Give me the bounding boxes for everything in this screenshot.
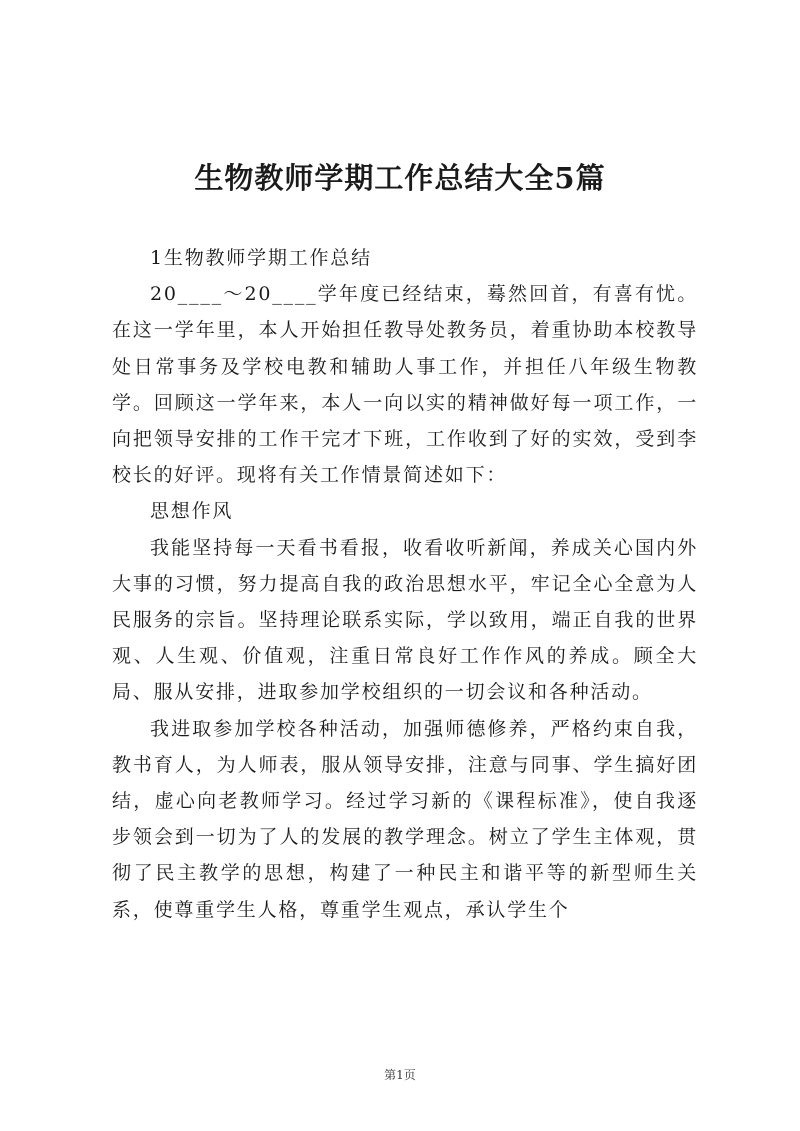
section-heading: 1生物教师学期工作总结	[150, 247, 372, 269]
paragraph: 我能坚持每一天看书看报，收看收听新闻，养成关心国内外大事的习惯，努力提高自我的政治思想水平，牢记全心全意为人民服务的宗旨。坚持理论联系实际，学以致用，端正自我的世界观、人生观、价值观，注重日常良好工作作风的养成。顾全大局、服从安排，进取参加学校组织的一切会议和各种活动。	[112, 536, 698, 704]
paragraph: 我进取参加学校各种活动，加强师德修养，严格约束自我，教书育人，为人师表，服从领导安排，注意与同事、学生搞好团结，虚心向老教师学习。经过学习新的《课程标准》，使自我逐步领会到一切为了人的发展的教学理念。树立了学生主体观，贯彻了民主教学的思想，构建了一种民主和谐平等的新型师生关系，使尊重学生人格，尊重学生观点，承认学生个	[112, 717, 698, 921]
document-body	[112, 240, 698, 928]
document-title: 生物教师学期工作总结大全5篇	[194, 161, 606, 195]
page-number: 第1页	[384, 1068, 416, 1082]
section-heading: 思想作风	[150, 500, 234, 523]
paragraph: 20____～20____学年度已经结束，蓦然回首，有喜有忧。在这一学年里，本人开始担任教导处教务员，着重协助本校教导处日常事务及学校电教和辅助人事工作，并担任八年级生物教学。回顾这一学年来，本人一向以实的精神做好每一项工作，一向把领导安排的工作干完才下班，工作收到了好的实效，受到李校长的好评。现将有关工作情景简述如下：	[112, 283, 698, 487]
